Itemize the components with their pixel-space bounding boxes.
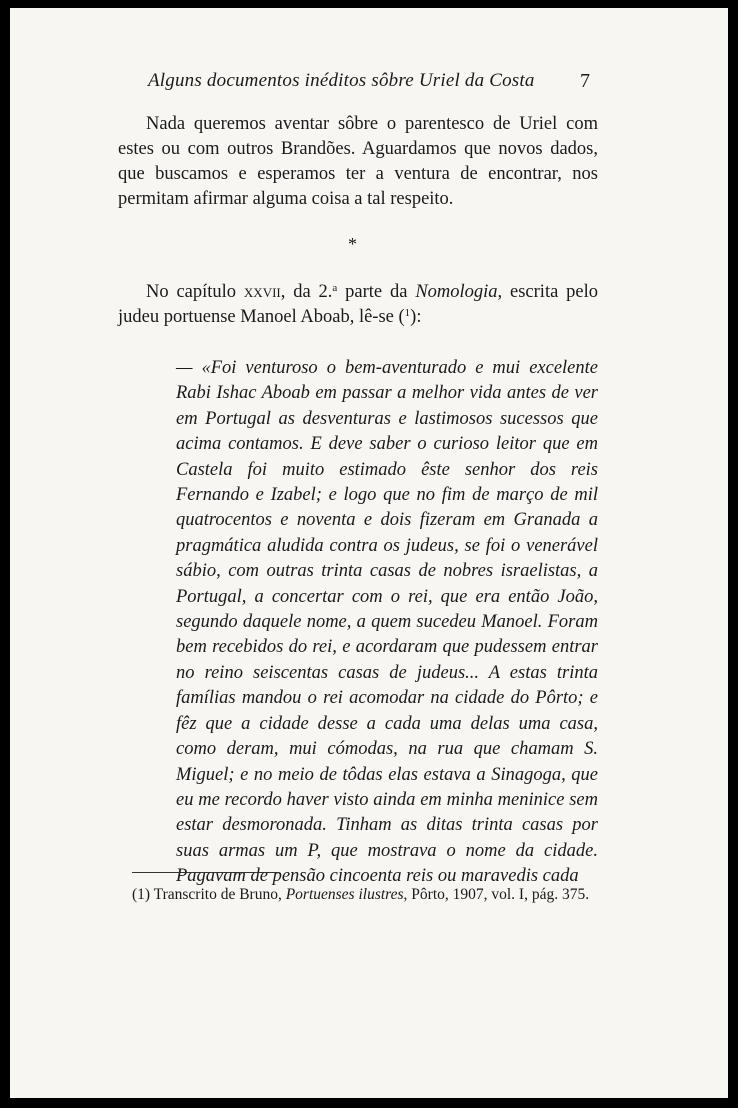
- page-number: 7: [580, 70, 590, 92]
- paragraph-text: Nada queremos aventar sôbre o parentesco de Uriel com estes ou com outros Brandões. Aguardamos que novos dados, que buscamos e esperamos ter a ventura de encontrar, nos permitam afirmar alguma coisa a tal respeito.: [118, 114, 598, 209]
- footnote: [118, 884, 604, 906]
- footnote-source-title: Portuenses ilustres: [285, 886, 404, 903]
- footnote-text-after: , Pôrto, 1907, vol. I, pág. 375.: [403, 886, 590, 903]
- ordinal-indicator: a: [332, 282, 338, 294]
- running-title: Alguns documentos inéditos sôbre Uriel da Costa: [148, 70, 535, 91]
- paragraph-nomologia: [118, 280, 598, 330]
- footnote-reference[interactable]: 1: [404, 307, 411, 319]
- p2-after-ordinal: parte da: [337, 282, 416, 302]
- p2-end: ):: [410, 307, 422, 327]
- paragraph-parentesco: [118, 112, 598, 212]
- chapter-number: xxvii: [243, 282, 281, 302]
- page-header: [10, 70, 728, 100]
- p2-middle: , da 2.: [280, 282, 333, 302]
- p2-lead: No capítulo: [146, 282, 237, 302]
- quotation-text: — «Foi venturoso o bem-aventurado e mui excelente Rabi Ishac Aboab em passar a melhor vida antes de ver em Portugal as desventuras e lastimosos sucessos que acima contamos. E deve saber o curioso leitor que em Castela foi muito estimado êste senhor dos reis Fernando e Izabel; e logo que no fim de março de mil quatrocentos e noventa e dois fizeram em Granada a pragmática aludida contra os judeus, se foi o venerável sábio, com outras trinta casas de nobres israelistas, a Portugal, a concertar com o rei, que era então João, segundo daquele nome, a quem sucedeu Manoel. Foram bem recebidos do rei, e acordaram que pudessem entrar no reino seiscentas casas de judeus... A estas trinta famílias mandou o rei acomodar na cidade do Pôrto; e fêz que a cidade desse a cada uma delas uma casa, como deram, mui cómodas, na rua que chamam S. Miguel; e no meio de tôdas elas estava a Sinagoga, que eu me recordo haver visto ainda em minha meninice sem estar desmoronada. Tinham as ditas trinta casas por suas armas um P, que mostrava o nome da cidade. Pagavam de pensão cincoenta reis ou maravedis cada: [176, 358, 598, 887]
- footnote-text-before: Transcrito de Bruno,: [150, 886, 286, 903]
- block-quotation: [176, 356, 598, 890]
- footnote-marker: (1): [132, 886, 151, 903]
- book-title: Nomologia: [415, 282, 498, 302]
- footnote-divider: [132, 872, 278, 873]
- book-page: [10, 8, 728, 1098]
- section-separator: *: [348, 234, 357, 254]
- p2-tail: , escrita pelo judeu portuense Manoel Aboab, lê-se (: [118, 282, 599, 327]
